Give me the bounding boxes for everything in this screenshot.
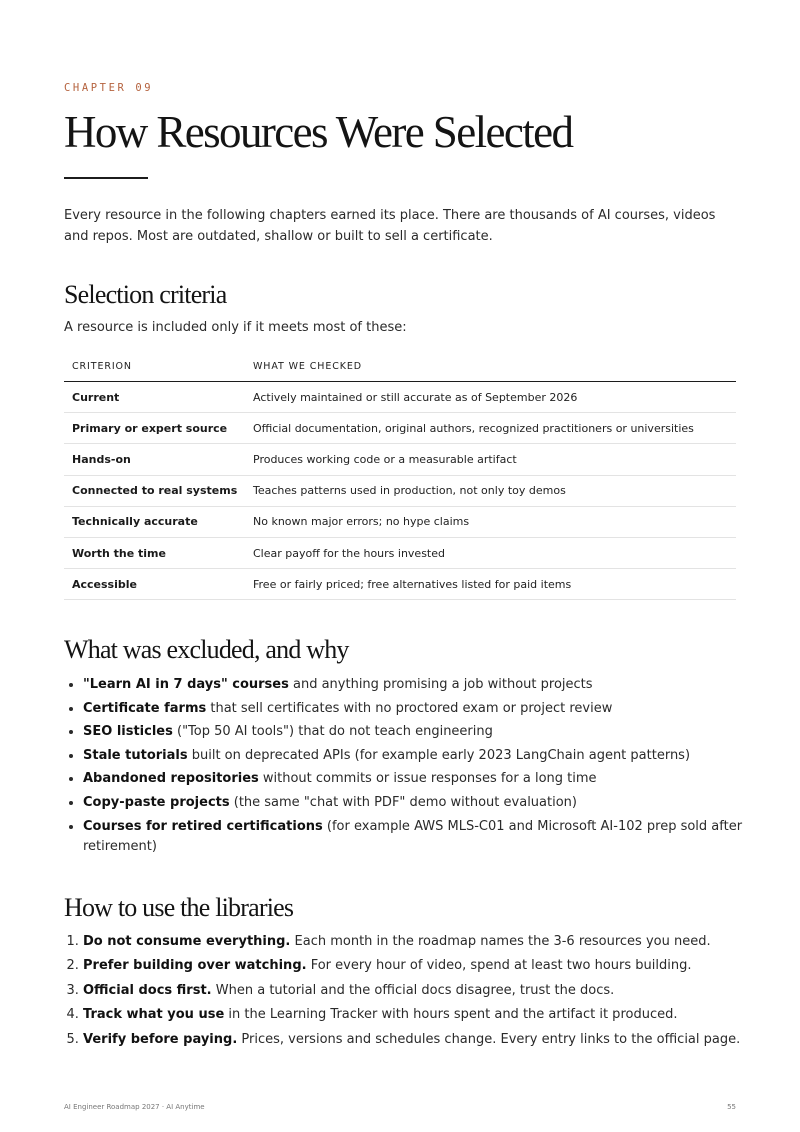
item-text: ("Top 50 AI tools") that do not teach engineering [172,724,493,740]
criterion-cell: Hands-on [64,444,245,475]
item-lead: Courses for retired certifications [83,818,323,834]
list-item [83,699,743,719]
item-lead: Stale tutorials [83,747,188,763]
list-item [83,769,743,789]
item-lead: Verify before paying. [83,1031,238,1047]
item-lead: Prefer building over watching. [83,958,307,974]
item-text: that sell certificates with no proctored exam or project review [206,700,613,716]
check-cell: Teaches patterns used in production, not only toy demos [245,475,736,506]
check-cell: Official documentation, original authors, recognized practitioners or universities [245,413,736,444]
criterion-cell: Connected to real systems [64,475,245,506]
intro-paragraph: Every resource in the following chapters earned its place. There are thousands of AI courses, videos and repos. Most are outdated, shallow or built to sell a certificate. [64,208,716,244]
list-item [83,956,743,976]
list-item [83,981,743,1001]
item-text: For every hour of video, spend at least two hours building. [306,958,692,974]
item-text: in the Learning Tracker with hours spent and the artifact it produced. [224,1007,678,1023]
item-lead: Copy-paste projects [83,794,230,810]
list-item [83,675,743,695]
item-lead: "Learn AI in 7 days" courses [83,677,289,692]
table-row [64,444,736,475]
excluded-heading: What was excluded, and why [64,635,349,664]
item-lead: Do not consume everything. [83,934,291,949]
list-item [83,746,743,766]
table-row [64,413,736,444]
list-item [83,817,743,857]
check-cell: Produces working code or a measurable artifact [245,444,736,475]
criterion-cell: Primary or expert source [64,413,245,444]
item-lead: Abandoned repositories [83,771,259,787]
list-item [83,722,743,742]
table-header-row [64,351,736,382]
item-lead: Certificate farms [83,700,207,716]
item-lead: Track what you use [83,1007,225,1023]
list-item [83,1005,743,1025]
title-divider [64,177,148,179]
check-cell: Clear payoff for the hours invested [245,537,736,568]
selection-criteria-heading: Selection criteria [64,280,227,309]
how-to-use-heading: How to use the libraries [64,893,294,922]
check-cell: No known major errors; no hype claims [245,506,736,537]
item-text: When a tutorial and the official docs disagree, trust the docs. [211,982,615,998]
criteria-lead-text: A resource is included only if it meets most of these: [64,320,407,335]
how-to-use-list [64,932,743,1054]
page-title: How Resources Were Selected [64,107,573,157]
list-item [83,793,743,813]
list-item [83,932,743,952]
footer-text: AI Engineer Roadmap 2027 · AI Anytime [64,1103,205,1111]
item-text: and anything promising a job without projects [288,677,593,692]
list-item [83,1030,743,1050]
criterion-cell: Current [64,382,245,413]
item-text: built on deprecated APIs (for example early 2023 LangChain agent patterns) [187,747,691,763]
column-header-criterion: CRITERION [64,351,245,382]
check-cell: Free or fairly priced; free alternatives listed for paid items [245,569,736,600]
table-row [64,475,736,506]
table-row [64,382,736,413]
chapter-kicker: CHAPTER 09 [64,82,154,94]
criterion-cell: Technically accurate [64,506,245,537]
item-text: without commits or issue responses for a long time [258,771,597,787]
item-lead: SEO listicles [83,724,173,740]
excluded-list [64,675,743,860]
table-row [64,506,736,537]
table-row [64,537,736,568]
page-number: 55 [727,1103,736,1111]
item-text: Prices, versions and schedules change. Every entry links to the official page. [237,1031,741,1047]
column-header-what-we-checked: WHAT WE CHECKED [245,351,736,382]
check-cell: Actively maintained or still accurate as of September 2026 [245,382,736,413]
criteria-table [64,351,736,600]
criterion-cell: Accessible [64,569,245,600]
item-text: Each month in the roadmap names the 3-6 resources you need. [290,934,711,949]
criterion-cell: Worth the time [64,537,245,568]
table-row [64,569,736,600]
item-text: (for example AWS MLS-C01 and Microsoft AI-102 prep sold after retirement) [83,818,743,854]
item-text: (the same "chat with PDF" demo without evaluation) [229,794,577,810]
item-lead: Official docs first. [83,982,212,998]
